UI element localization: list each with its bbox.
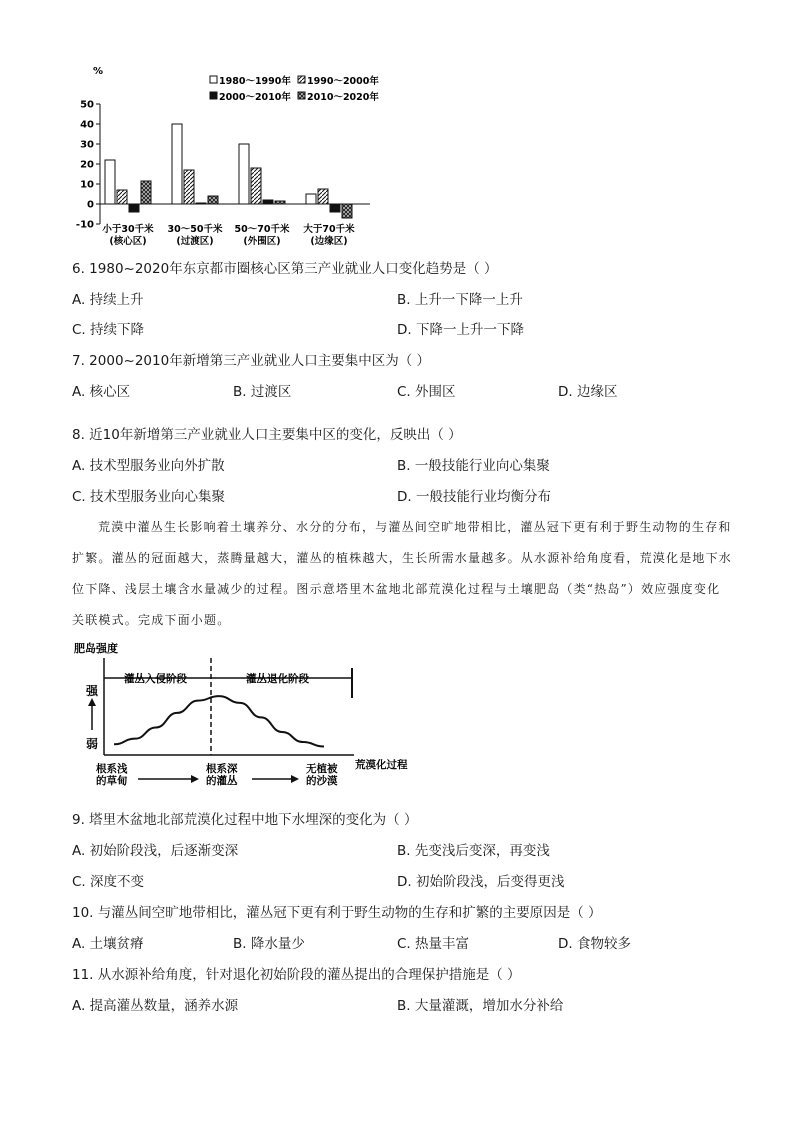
x-stage-label: 无植被	[306, 763, 338, 775]
weak-label: 弱	[86, 737, 99, 751]
passage-text: 荒漠中灌丛生长影响着土壤养分、水分的分布，与灌丛间空旷地带相比，灌丛冠下更有利于野生动物的生存和扩繁。灌丛的冠面越大，蒸腾量越大，灌丛的植株越大，生长所需水量越多。从水源补给角度看，荒漠化是地下水位下降、浅层土壤含水量减少的过程。图示意塔里木盆地北部荒漠化过程与土壤肥岛（类“热岛”）效应强度变化关联模式。完成下面小题。	[72, 520, 733, 627]
q6-option-b[interactable]: B. 上升一下降一上升	[397, 292, 523, 308]
legend-label: 1980～1990年	[219, 76, 291, 87]
bar-4-3	[330, 204, 340, 212]
x-stage-label: 的沙漠	[306, 775, 338, 787]
legend-swatch	[298, 76, 305, 83]
category-label: (边缘区)	[310, 236, 348, 247]
q8-option-a[interactable]: A. 技术型服务业向外扩散	[72, 458, 225, 474]
q10-option-b[interactable]: B. 降水量少	[233, 936, 305, 952]
y-tick-label: 10	[80, 179, 94, 191]
legend-label: 2010～2020年	[307, 92, 379, 103]
legend-label: 1990～2000年	[307, 76, 379, 87]
y-tick-label: 40	[80, 119, 94, 131]
bar-4-1	[306, 194, 316, 204]
reading-passage	[72, 512, 732, 636]
q10-option-c[interactable]: C. 热量丰富	[397, 936, 470, 952]
bar-1-4	[141, 181, 151, 204]
q7-option-a[interactable]: A. 核心区	[72, 384, 131, 400]
category-label: (外围区)	[243, 236, 281, 247]
y-tick-label: 20	[80, 159, 94, 171]
bar-3-2	[251, 168, 261, 204]
question-9: 9. 塔里木盆地北部荒漠化过程中地下水埋深的变化为（ ）	[72, 812, 418, 828]
x-stage-label: 根系浅	[96, 763, 128, 775]
y-tick-label: 30	[80, 139, 94, 151]
q9-option-d[interactable]: D. 初始阶段浅，后变得更浅	[397, 874, 565, 890]
legend-swatch	[298, 92, 305, 99]
q11-option-b[interactable]: B. 大量灌溉，增加水分补给	[397, 998, 564, 1014]
bar-2-2	[184, 170, 194, 204]
q9-option-a[interactable]: A. 初始阶段浅，后逐渐变深	[72, 843, 239, 859]
category-label: 30～50千米	[167, 224, 223, 235]
q10-option-d[interactable]: D. 食物较多	[558, 936, 631, 952]
employment-bar-chart	[70, 60, 380, 250]
bar-1-1	[105, 160, 115, 204]
x-stage-label: 的灌丛	[206, 775, 238, 787]
q9-option-c[interactable]: C. 深度不变	[72, 874, 145, 890]
q11-option-a[interactable]: A. 提高灌丛数量，涵养水源	[72, 998, 239, 1014]
bar-1-3	[129, 204, 139, 212]
bar-2-1	[172, 124, 182, 204]
x-stage-label: 根系深	[206, 763, 238, 775]
q8-option-c[interactable]: C. 技术型服务业向心集聚	[72, 489, 226, 505]
bar-2-3	[196, 203, 206, 204]
q7-option-c[interactable]: C. 外围区	[397, 384, 456, 400]
bar-4-2	[318, 189, 328, 204]
y-arrow-head	[88, 698, 96, 706]
question-8: 8. 近10年新增第三产业就业人口主要集中区的变化，反映出（ ）	[72, 427, 462, 443]
q10-option-a[interactable]: A. 土壤贫瘠	[72, 936, 144, 952]
bar-3-3	[263, 200, 273, 204]
stage-arrow-head	[191, 775, 199, 783]
category-label: 大于70千米	[303, 224, 355, 235]
legend-label: 2000～2010年	[219, 92, 291, 103]
bar-2-4	[208, 196, 218, 204]
question-10: 10. 与灌丛间空旷地带相比，灌丛冠下更有利于野生动物的生存和扩繁的主要原因是（ ）	[72, 905, 602, 921]
q8-option-b[interactable]: B. 一般技能行业向心集聚	[397, 458, 550, 474]
stage-arrow-head	[291, 775, 299, 783]
question-11: 11. 从水源补给角度，针对退化初始阶段的灌丛提出的合理保护措施是（ ）	[72, 967, 521, 983]
bar-4-4	[342, 204, 352, 218]
fertility-island-chart	[74, 640, 414, 790]
category-label: 小于30千米	[102, 224, 154, 235]
stage-degradation-label: 灌丛退化阶段	[246, 673, 309, 685]
q6-option-c[interactable]: C. 持续下降	[72, 322, 145, 338]
stage-invasion-label: 灌丛入侵阶段	[124, 673, 187, 685]
q8-option-d[interactable]: D. 一般技能行业均衡分布	[397, 489, 551, 505]
bar-3-1	[239, 144, 249, 204]
y-tick-label: -10	[75, 219, 94, 231]
q6-option-d[interactable]: D. 下降一上升一下降	[397, 322, 524, 338]
x-stage-label: 的草甸	[96, 775, 128, 787]
bar-1-2	[117, 190, 127, 204]
category-label: 50～70千米	[234, 224, 290, 235]
question-6: 6. 1980~2020年东京都市圈核心区第三产业就业人口变化趋势是（ ）	[72, 261, 498, 277]
legend-swatch	[210, 92, 217, 99]
y-tick-label: 0	[87, 199, 94, 211]
bar-3-4	[275, 201, 285, 204]
legend-swatch	[210, 76, 217, 83]
category-label: (核心区)	[109, 236, 147, 247]
q7-option-b[interactable]: B. 过渡区	[233, 384, 292, 400]
y-axis-title: 肥岛强度	[74, 642, 118, 655]
y-unit-label: %	[93, 66, 104, 77]
x-axis-title: 荒漠化过程	[355, 759, 408, 771]
q6-option-a[interactable]: A. 持续上升	[72, 292, 144, 308]
fertility-island-curve	[114, 696, 324, 746]
q9-option-b[interactable]: B. 先变浅后变深，再变浅	[397, 843, 550, 859]
category-label: (过渡区)	[176, 236, 214, 247]
strong-label: 强	[86, 684, 99, 698]
y-tick-label: 50	[80, 99, 94, 111]
question-7: 7. 2000~2010年新增第三产业就业人口主要集中区为（ ）	[72, 353, 430, 369]
q7-option-d[interactable]: D. 边缘区	[558, 384, 618, 400]
